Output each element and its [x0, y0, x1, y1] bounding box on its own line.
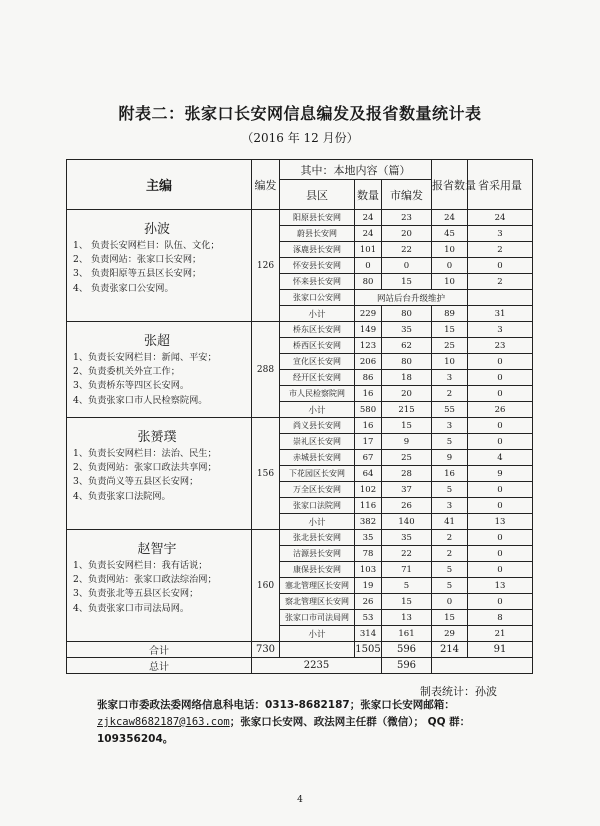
document-title: 附表二：张家口长安网信息编发及报省数量统计表 [118, 104, 482, 123]
adopt-cell: 0 [468, 482, 533, 498]
qty-cell: 78 [355, 546, 382, 562]
editor-duty: 4、负责张家口市司法局网。 [73, 602, 190, 614]
adopt-cell: 26 [468, 402, 533, 418]
header-qizhong: 其中：本地内容（篇） [280, 160, 432, 180]
grand-total-left: 2235 [252, 658, 382, 674]
county-cell: 涿鹿县长安网 [280, 242, 355, 258]
editor-cell [67, 530, 252, 642]
prov-cell: 0 [432, 594, 468, 610]
county-cell: 张家口市司法局网 [280, 610, 355, 626]
qty-cell: 17 [355, 434, 382, 450]
contact-line2: ；张家口长安网、政法网主任群（微信）； QQ 群： [229, 716, 471, 728]
prov-cell: 9 [432, 450, 468, 466]
county-cell: 塞北管理区长安网 [280, 578, 355, 594]
qty-cell: 102 [355, 482, 382, 498]
qty-cell: 101 [355, 242, 382, 258]
editor-cell [67, 418, 252, 530]
prov-cell: 29 [432, 626, 468, 642]
city-cell: 22 [382, 242, 432, 258]
editor-name: 赵智宇 [137, 542, 177, 557]
prov-cell: 5 [432, 482, 468, 498]
prov-cell: 89 [432, 306, 468, 322]
prov-cell: 41 [432, 514, 468, 530]
contact-line1: 张家口市委政法委网络信息科电话：0313-8682187；张家口长安网邮箱： [97, 699, 455, 711]
city-cell: 161 [382, 626, 432, 642]
prov-cell: 2 [432, 546, 468, 562]
total-qty: 1505 [355, 642, 382, 658]
adopt-cell: 0 [468, 562, 533, 578]
adopt-cell [468, 290, 533, 306]
county-cell: 宣化区长安网 [280, 354, 355, 370]
header-shengcaiyong: 省采用量 [468, 160, 533, 210]
total-city: 596 [382, 642, 432, 658]
adopt-cell: 13 [468, 578, 533, 594]
city-cell: 35 [382, 322, 432, 338]
total-bianfa: 730 [252, 642, 280, 658]
city-cell: 0 [382, 258, 432, 274]
prov-cell: 3 [432, 498, 468, 514]
grand-total-right: 596 [382, 658, 432, 674]
prov-cell: 3 [432, 418, 468, 434]
adopt-cell: 31 [468, 306, 533, 322]
qty-cell: 26 [355, 594, 382, 610]
table-row [67, 530, 533, 546]
city-cell: 13 [382, 610, 432, 626]
prov-cell: 16 [432, 466, 468, 482]
page-number: 4 [297, 795, 303, 805]
adopt-cell: 0 [468, 498, 533, 514]
header-xianqu: 县区 [280, 180, 355, 210]
adopt-cell: 9 [468, 466, 533, 482]
qty-cell: 123 [355, 338, 382, 354]
prov-cell: 2 [432, 386, 468, 402]
qty-cell: 149 [355, 322, 382, 338]
qty-cell: 16 [355, 386, 382, 402]
adopt-cell: 3 [468, 322, 533, 338]
city-cell: 15 [382, 418, 432, 434]
county-cell: 崇礼区长安网 [280, 434, 355, 450]
adopt-cell: 3 [468, 226, 533, 242]
grand-total-blank [432, 658, 533, 674]
county-cell: 察北管理区长安网 [280, 594, 355, 610]
editor-name: 孙波 [143, 222, 170, 237]
adopt-cell: 2 [468, 242, 533, 258]
editor-duty: 2、负责网站：张家口政法共享网； [73, 462, 217, 474]
editor-duty: 2、负责委机关外宣工作； [73, 366, 180, 378]
prov-cell: 24 [432, 210, 468, 226]
contact-end: 。 [162, 733, 174, 745]
grand-total-label: 总计 [67, 658, 252, 674]
editor-name: 张超 [143, 334, 170, 349]
city-cell: 15 [382, 594, 432, 610]
prov-cell: 5 [432, 434, 468, 450]
city-cell: 80 [382, 306, 432, 322]
prov-cell: 5 [432, 562, 468, 578]
city-cell: 80 [382, 354, 432, 370]
qty-cell: 206 [355, 354, 382, 370]
qty-cell: 24 [355, 210, 382, 226]
qty-cell: 86 [355, 370, 382, 386]
county-cell: 蔚县长安网 [280, 226, 355, 242]
adopt-cell: 0 [468, 386, 533, 402]
total-adopt: 91 [468, 642, 533, 658]
table-row [67, 210, 533, 226]
header-shuliang: 数量 [355, 180, 382, 210]
city-cell: 22 [382, 546, 432, 562]
qty-cell: 64 [355, 466, 382, 482]
qty-cell: 229 [355, 306, 382, 322]
subtotal-label: 小计 [280, 626, 355, 642]
qty-cell: 103 [355, 562, 382, 578]
header-main: 主编 [67, 160, 252, 210]
prov-cell: 10 [432, 354, 468, 370]
editor-duty: 4、负责张家口法院网。 [73, 490, 171, 502]
table-row [67, 418, 533, 434]
table-body [67, 210, 533, 674]
document-subtitle: （2016 年 12 月份） [241, 131, 359, 145]
prov-cell: 45 [432, 226, 468, 242]
city-cell: 20 [382, 386, 432, 402]
city-cell: 28 [382, 466, 432, 482]
editor-duty: 2、负责网站：张家口政法综治网； [73, 574, 217, 586]
table-row [67, 322, 533, 338]
adopt-cell: 4 [468, 450, 533, 466]
county-cell: 康保县长安网 [280, 562, 355, 578]
city-cell: 215 [382, 402, 432, 418]
editor-duty: 3、负责尚义等五县区长安网； [73, 476, 199, 488]
total-label: 合计 [67, 642, 252, 658]
total-prov: 214 [432, 642, 468, 658]
editor-duty: 1、负责长安网栏目：我有话说； [73, 560, 208, 571]
county-cell: 怀来县长安网 [280, 274, 355, 290]
adopt-cell: 0 [468, 434, 533, 450]
total-row [67, 642, 533, 658]
editor-duty: 3、 负责阳原等五县区长安网； [73, 268, 202, 280]
city-cell: 5 [382, 578, 432, 594]
editor-cell [67, 322, 252, 418]
editor-duty: 1、负责长安网栏目：新闻、平安； [73, 352, 217, 363]
county-cell: 阳原县长安网 [280, 210, 355, 226]
adopt-cell: 23 [468, 338, 533, 354]
adopt-cell: 8 [468, 610, 533, 626]
header-bianfa: 编发 [252, 160, 280, 210]
county-cell: 怀安县长安网 [280, 258, 355, 274]
adopt-cell: 21 [468, 626, 533, 642]
city-cell: 15 [382, 274, 432, 290]
prov-cell: 15 [432, 610, 468, 626]
qty-cell: 35 [355, 530, 382, 546]
contact-qq: 109356204 [97, 733, 163, 745]
subtotal-label: 小计 [280, 402, 355, 418]
city-cell: 62 [382, 338, 432, 354]
contact-info [97, 697, 527, 748]
adopt-cell: 0 [468, 370, 533, 386]
bianfa-cell: 288 [252, 322, 280, 418]
city-cell: 140 [382, 514, 432, 530]
prov-cell: 15 [432, 322, 468, 338]
adopt-cell: 2 [468, 274, 533, 290]
editor-cell [67, 210, 252, 322]
city-cell: 35 [382, 530, 432, 546]
adopt-cell: 13 [468, 514, 533, 530]
editor-duty: 2、 负责网站：张家口长安网； [73, 254, 202, 266]
editor-duty: 1、负责长安网栏目：法治、民生； [73, 448, 217, 459]
county-cell: 张北县长安网 [280, 530, 355, 546]
city-cell: 25 [382, 450, 432, 466]
adopt-cell: 0 [468, 594, 533, 610]
prov-cell: 3 [432, 370, 468, 386]
county-cell: 桥西区长安网 [280, 338, 355, 354]
county-cell: 下花园区长安网 [280, 466, 355, 482]
qty-cell: 67 [355, 450, 382, 466]
contact-email[interactable]: zjkcaw8682187@163.com [97, 716, 230, 728]
bianfa-cell: 160 [252, 530, 280, 642]
prov-cell: 25 [432, 338, 468, 354]
editor-duty: 1、 负责长安网栏目：队伍、文化； [73, 240, 220, 251]
qty-cell: 0 [355, 258, 382, 274]
county-cell: 沽源县长安网 [280, 546, 355, 562]
qty-cell: 314 [355, 626, 382, 642]
maker-label: 制表统计：孙波 [420, 685, 497, 698]
prov-cell: 5 [432, 578, 468, 594]
county-cell: 张家口法院网 [280, 498, 355, 514]
header-baosheng: 报省数量 [432, 160, 468, 210]
county-cell: 尚义县长安网 [280, 418, 355, 434]
total-blank [280, 642, 355, 658]
county-cell: 张家口公安网 [280, 290, 355, 306]
city-cell: 20 [382, 226, 432, 242]
prov-cell: 10 [432, 242, 468, 258]
city-cell: 71 [382, 562, 432, 578]
adopt-cell: 0 [468, 418, 533, 434]
editor-duty: 3、负责桥东等四区长安网。 [73, 380, 190, 392]
bianfa-cell: 126 [252, 210, 280, 322]
adopt-cell: 0 [468, 258, 533, 274]
header-shibianfa: 市编发 [382, 180, 432, 210]
prov-cell: 55 [432, 402, 468, 418]
adopt-cell: 24 [468, 210, 533, 226]
city-cell: 23 [382, 210, 432, 226]
county-cell: 赤城县长安网 [280, 450, 355, 466]
subtotal-label: 小计 [280, 514, 355, 530]
qty-cell: 580 [355, 402, 382, 418]
city-cell: 18 [382, 370, 432, 386]
adopt-cell: 0 [468, 354, 533, 370]
prov-cell: 0 [432, 258, 468, 274]
bianfa-cell: 156 [252, 418, 280, 530]
county-cell: 万全区长安网 [280, 482, 355, 498]
qty-cell: 116 [355, 498, 382, 514]
grand-total-row [67, 658, 533, 674]
city-cell: 9 [382, 434, 432, 450]
statistics-table [66, 159, 533, 674]
note-cell: 网站后台升级维护 [355, 290, 468, 306]
city-cell: 26 [382, 498, 432, 514]
editor-duty: 4、 负责张家口公安网。 [73, 282, 174, 294]
prov-cell: 10 [432, 274, 468, 290]
qty-cell: 16 [355, 418, 382, 434]
county-cell: 市人民检察院网 [280, 386, 355, 402]
subtotal-label: 小计 [280, 306, 355, 322]
prov-cell: 2 [432, 530, 468, 546]
qty-cell: 53 [355, 610, 382, 626]
county-cell: 桥东区长安网 [280, 322, 355, 338]
editor-duty: 3、负责张北等五县区长安网； [73, 588, 199, 600]
qty-cell: 80 [355, 274, 382, 290]
editor-name: 张赟璞 [137, 430, 177, 445]
city-cell: 37 [382, 482, 432, 498]
qty-cell: 24 [355, 226, 382, 242]
county-cell: 经开区长安网 [280, 370, 355, 386]
qty-cell: 19 [355, 578, 382, 594]
editor-duty: 4、负责张家口市人民检察院网。 [73, 394, 208, 406]
adopt-cell: 0 [468, 546, 533, 562]
qty-cell: 382 [355, 514, 382, 530]
adopt-cell: 0 [468, 530, 533, 546]
